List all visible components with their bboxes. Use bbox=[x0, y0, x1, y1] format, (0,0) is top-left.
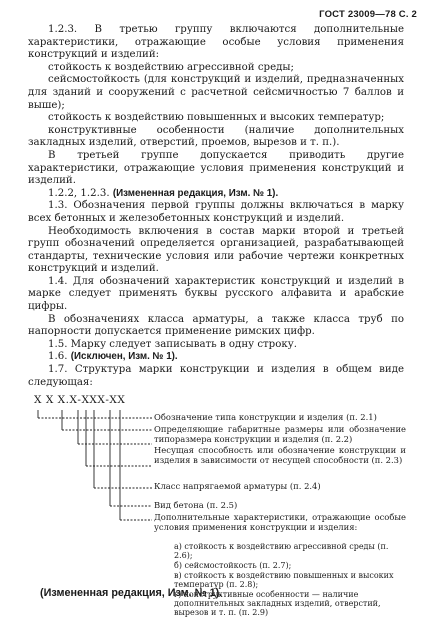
paragraph: сейсмостойкость (для конструкций и изделий, предназначенных для зданий и сооружений с расчетной сейсмичностью 7 баллов и выше); bbox=[28, 74, 404, 111]
diagram-subitem: б) сейсмостойкость (п. 2.7); bbox=[174, 561, 292, 570]
amendment-note bbox=[28, 188, 404, 201]
document-body bbox=[28, 24, 404, 389]
page-header: ГОСТ 23009—78 С. 2 bbox=[319, 9, 417, 20]
diagram-subitem: в) стойкость к воздействию повышенных и высоких температур (п. 2.8); bbox=[174, 571, 394, 589]
paragraph: 1.5. Марку следует записывать в одну строку. bbox=[48, 338, 297, 350]
paragraph: 1.2.3. В третью группу включаются дополнительные характеристики, отражающие особые условия применения конструкций и изделий: bbox=[28, 24, 404, 61]
paragraph: конструктивные особенности (наличие дополнительных закладных изделий, отверстий, проемов, вырезов и т. п.). bbox=[28, 124, 404, 149]
mark-code: Х Х Х.Х-ХХХ-ХХ bbox=[34, 394, 126, 406]
paragraph: 1.7. Структура марки конструкции и изделия в общем виде следующая: bbox=[28, 364, 404, 388]
paragraph: Необходимость включения в состав марки второй и третьей групп обозначений определяется организацией, разрабатывающей стандарты, технические условия или рабочие чертежи конкретных конструкций и изделий. bbox=[28, 225, 404, 275]
excluded-label: (Исключен, Изм. № 1). bbox=[70, 351, 178, 363]
clause-numbers: 1.2.2, 1.2.3. bbox=[48, 187, 110, 199]
amendment-label: (Измененная редакция, Изм. № 1). bbox=[112, 187, 279, 199]
diagram-label: Класс напрягаемой арматуры (п. 2.4) bbox=[154, 481, 321, 491]
paragraph: 1.3. Обозначения первой группы должны включаться в марку всех бетонных и железобетонных конструкций и изделий. bbox=[28, 200, 404, 224]
clause-number: 1.6. bbox=[48, 351, 68, 363]
paragraph: стойкость к воздействию повышенных и высоких температур; bbox=[48, 112, 385, 124]
excluded-clause bbox=[28, 351, 404, 364]
diagram-label: Вид бетона (п. 2.5) bbox=[154, 500, 238, 510]
diagram-subitem: г) конструктивные особенности — наличие дополнительных закладных изделий, отверстий, вырезов и т. п. (п. 2.9) bbox=[174, 590, 381, 617]
paragraph: В обозначениях класса арматуры, а также класса труб по напорности допускается применение римских цифр. bbox=[28, 313, 404, 338]
paragraph: В третьей группе допускается приводить другие характеристики, отражающие условия применения конструкций и изделий. bbox=[28, 149, 404, 187]
paragraph: 1.4. Для обозначений характеристик конструкций и изделий в марке следует применять буквы русского алфавита и арабские цифры. bbox=[28, 275, 404, 313]
diagram-label: Обозначение типа конструкции и изделия (п. 2.1) bbox=[154, 412, 377, 422]
diagram-label: Несущая способность или обозначение конструкции и изделия в зависимости от несущей способности (п. 2.3) bbox=[154, 445, 406, 465]
paragraph: стойкость к воздействию агрессивной среды; bbox=[48, 61, 294, 73]
diagram-label: Определяющие габаритные размеры или обозначение типоразмера конструкции и изделия (п. 2.2) bbox=[154, 424, 406, 444]
diagram-label: Дополнительные характеристики, отражающие особые условия применения конструкции и изделия: bbox=[154, 512, 406, 532]
diagram-subitem: а) стойкость к воздействию агрессивной среды (п. 2.6); bbox=[174, 542, 389, 560]
amendment-footer: (Измененная редакция, Изм. № 1). bbox=[40, 587, 223, 599]
